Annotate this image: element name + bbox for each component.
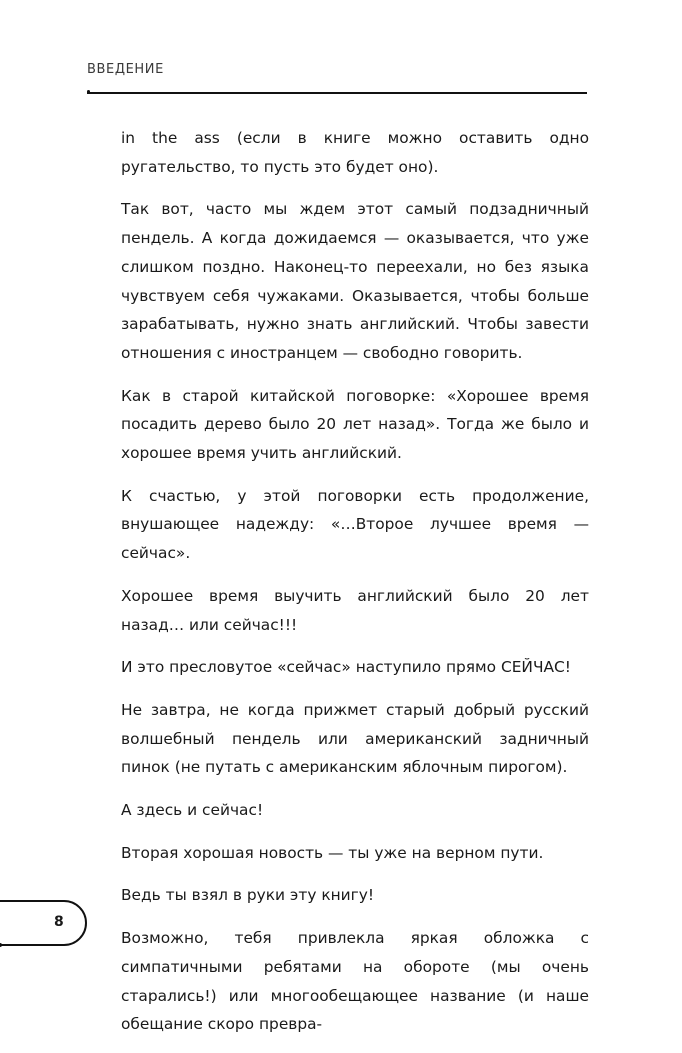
paragraph: Ведь ты взял в руки эту книгу! (121, 886, 375, 905)
header-rule (87, 92, 587, 94)
running-head: ВВЕДЕНИЕ (87, 62, 164, 77)
body-text (121, 124, 589, 1053)
paragraph: in the ass (если в книге можно оставить одно ругательство, то пусть это будет оно). (121, 129, 589, 176)
paragraph: Хорошее время выучить английский было 20 лет назад… или сейчас!!! (121, 586, 589, 634)
page-tab-outline (0, 895, 88, 953)
page-number-tab (0, 895, 88, 953)
paragraph: Как в старой китайской поговорке: «Хорошее время посадить дерево было 20 лет назад». Тогда же было и хорошее время учить английский. (121, 386, 589, 463)
paragraph: К счастью, у этой поговорки есть продолжение, внушающее надежду: «…Второе лучшее время — сейчас». (121, 486, 589, 563)
paragraph: И это пресловутое «сейчас» наступило прямо СЕЙЧАС! (121, 658, 571, 677)
paragraph: Так вот, часто мы ждем этот самый подзадничный пендель. А когда дожидаемся — оказывается, что уже слишком поздно. Наконец-то переехали, но без языка чувствуем себя чужаками. Оказывается, чтобы больше зарабатывать, нужно знать английский. Чтобы завести отношения с иностранцем — свободно говорить. (121, 200, 589, 362)
paragraph: Не завтра, не когда прижмет старый добрый русский волшебный пендель или американский задничный пинок (не путать с американским яблочным пирогом). (121, 700, 589, 777)
paragraph: А здесь и сейчас! (121, 801, 264, 820)
page-number: 8 (54, 914, 64, 930)
paragraph: Вторая хорошая новость — ты уже на верном пути. (121, 843, 544, 862)
paragraph: Возможно, тебя привлекла яркая обложка с симпатичными ребятами на обороте (мы очень старались!) или многообещающее название (и наше обещание скоро превра- (121, 929, 589, 1034)
